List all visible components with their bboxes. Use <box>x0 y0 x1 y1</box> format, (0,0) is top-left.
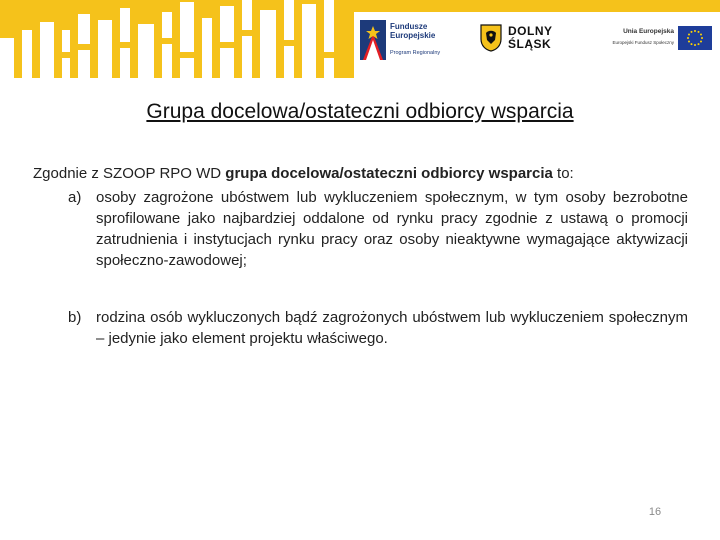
page-number: 16 <box>648 506 662 518</box>
ue-title: Unia Europejska <box>623 28 674 35</box>
decorative-pattern <box>0 0 360 78</box>
list-item-b <box>68 307 688 349</box>
fundusze-europejskie-icon <box>360 20 386 60</box>
slide-title: Grupa docelowa/ostateczni odbiorcy wsparcia <box>146 100 574 123</box>
intro-suffix: to: <box>552 165 574 182</box>
intro-prefix: Zgodnie z SZOOP RPO WD <box>33 165 226 182</box>
dolny-slask-logo <box>480 24 570 60</box>
eu-flag-icon <box>678 26 712 50</box>
unia-europejska-logo <box>592 24 716 64</box>
list-item-b-text: rodzina osób wykluczonych bądź zagrożonych ubóstwem lub wykluczeniem społecznym – jedynie jako element projektu właściwego. <box>96 309 688 347</box>
header-band <box>0 0 720 78</box>
intro-bold-term: grupa docelowa/ostateczni odbiorcy wsparcia <box>225 165 553 182</box>
ue-subtitle: Europejski Fundusz Społeczny <box>612 40 674 45</box>
list-marker-a: a) <box>68 189 82 206</box>
fundusze-europejskie-logo <box>360 18 450 64</box>
intro-paragraph <box>33 164 693 184</box>
list-item-a-text: osoby zagrożone ubóstwem lub wykluczeniem społecznym, w tym osoby bezrobotne sprofilowane jako najbardziej oddalone od rynku pracy zgodnie z ustawą o promocji zatrudnienia i instytucjach rynku pracy oraz osoby nieaktywne wymagające aktywizacji społeczno-zawodowej; <box>96 189 688 269</box>
ds-title: DOLNY ŚLĄSK <box>508 24 553 51</box>
logo-strip <box>354 12 720 78</box>
fe-title: Fundusze Europejskie <box>390 22 436 40</box>
fe-subtitle: Program Regionalny <box>390 50 441 56</box>
lower-silesia-crest-icon <box>480 24 502 52</box>
list-item-a <box>68 187 688 271</box>
list-marker-b: b) <box>68 309 82 326</box>
